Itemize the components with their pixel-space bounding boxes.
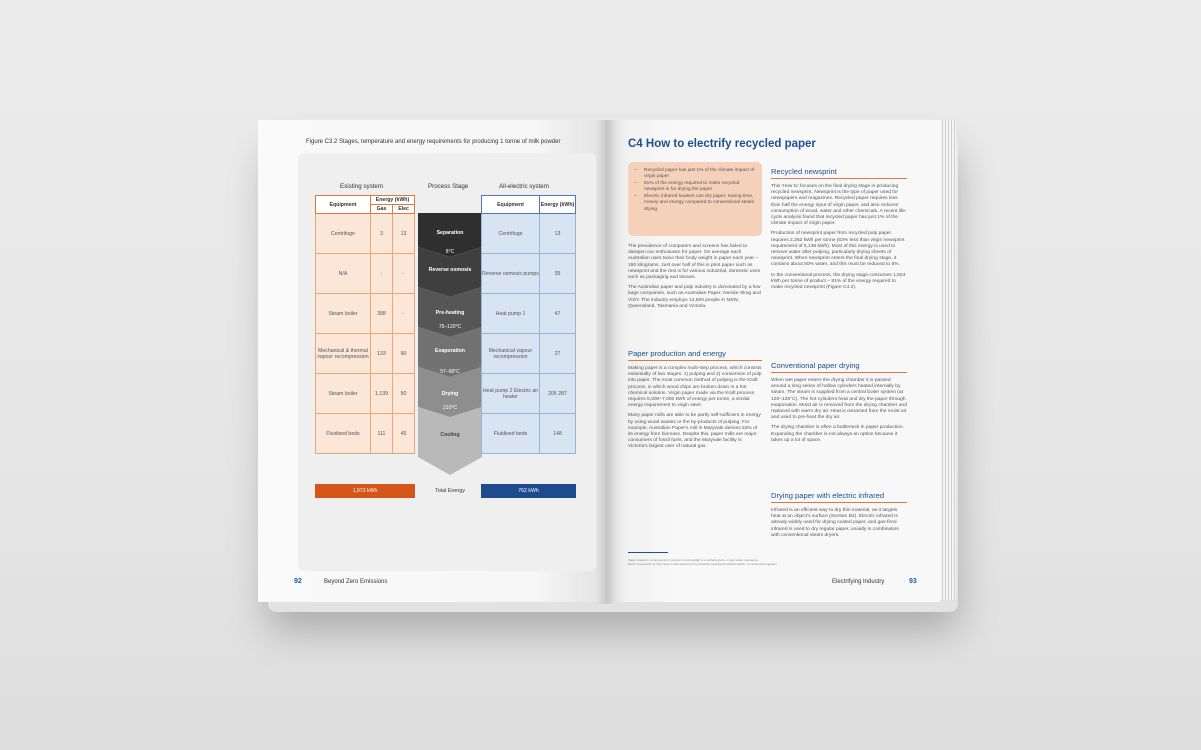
stage-drying-temp: 210°C <box>443 405 457 411</box>
energy-cell: 205 287 <box>540 374 576 414</box>
footnote: Much of research for this 'How to' was carried out by Koosheh Keshavarzmohammadian, a mechanical engineer. <box>628 562 778 566</box>
column-1-intro <box>628 244 762 314</box>
gas-cell: - <box>370 254 392 294</box>
footnotes <box>628 558 868 566</box>
table-row <box>316 334 415 374</box>
paragraph: The Australian paper and pulp industry is dominated by a few large companies, such as Australian Paper, Norske Skog and VISY. The industry employs 12,500 people in NSW, Queensland, Tasmania and Victoria. <box>628 285 761 309</box>
equipment-cell: Centrifuge <box>316 214 371 254</box>
energy-cell: 148 <box>540 414 576 454</box>
equipment-cell: Mechanical & thermal vapour recompression <box>316 334 371 374</box>
book-spine <box>596 120 616 604</box>
gas-cell: 133 <box>370 334 392 374</box>
table-row <box>316 414 415 454</box>
figure-title: Figure C3.2 Stages, temperature and energy requirements for producing 1 tonne of milk powder <box>306 139 561 145</box>
col-gas: Gas <box>370 205 392 214</box>
equipment-cell: Reverse osmosis pumps <box>482 254 540 294</box>
page-edges <box>940 120 956 600</box>
paragraph: Production of newsprint paper from recycled pulp paper requires 2,262 kWh per tonne (63% less than virgin newsprint requirement of 6,138 kWh). Most of this energy is used to remove water after pulping, particularly drying sheets of newsprint. When newsprint enters the final drying stage, it contains about 50% water, and this must be reduced to 6%. <box>771 231 905 268</box>
column-2-body-2 <box>771 378 907 448</box>
stage-chevron-6 <box>418 407 482 475</box>
gas-cell: 111 <box>370 414 392 454</box>
paragraph: The prevalence of computers and screens has failed to dampen our enthusiasm for paper. On average each Australian uses twice their body weight in paper each year – 150 kilograms. Just over half of this is print paper such as newsprint and the rest is for various industrial, domestic uses such as packaging and tissues. <box>628 244 761 281</box>
equipment-cell: Steam boiler <box>316 294 371 334</box>
equipment-cell: Heat pump 2 Electric air heater <box>482 374 540 414</box>
stage-evaporation: Evaporation <box>435 348 465 354</box>
elec-cell: 13 <box>393 214 415 254</box>
footnote-rule <box>628 552 668 553</box>
elec-cell: 50 <box>393 374 415 414</box>
column-1-body <box>628 366 762 455</box>
energy-cell: 13 <box>540 214 576 254</box>
table-row <box>316 214 415 254</box>
heading-electric-infrared: Drying paper with electric infrared <box>771 491 907 503</box>
footer-right: Electrifying Industry <box>832 579 885 585</box>
table-row <box>316 254 415 294</box>
equipment-cell: Steam boiler <box>316 374 371 414</box>
highlight-item: • Recycled paper has just 1% of the climate impact of virgin paper <box>644 168 756 180</box>
stage-reverse-osmosis: Reverse osmosis <box>428 267 472 273</box>
stage-evaporation-temp: 57–68°C <box>440 369 460 375</box>
stage-separation-temp: 8°C <box>445 249 455 255</box>
col-elec: Elec <box>393 205 415 214</box>
highlight-item: • Electric infrared heaters can dry paper, saving time, money and energy compared to conventional steam drying <box>644 194 756 212</box>
stage-pre-heating-temp: 75–120°C <box>438 324 462 330</box>
elec-cell: 90 <box>393 334 415 374</box>
paragraph: This 'How to' focuses on the final drying stage in producing recycled newsprint. Newsprint is the type of paper used for newspapers and magazines. Recycled paper requires less than half the energy input of virgin paper, and also reduces consumption of wood, water and other chemicals. A recent life-cycle analysis found that recycled paper has just 1% of the climate impact of virgin paper. <box>771 184 907 227</box>
heading-paper-production: Paper production and energy <box>628 349 762 361</box>
table-row <box>482 214 576 254</box>
stage-separation: Separation <box>436 230 464 236</box>
table-row <box>482 334 576 374</box>
gas-cell: 1,139 <box>370 374 392 414</box>
energy-cell: 27 <box>540 334 576 374</box>
equipment-cell: N/A <box>316 254 371 294</box>
column-2-body-1 <box>771 184 907 295</box>
equipment-cell: Fluidised beds <box>482 414 540 454</box>
total-electric: 762 kWh <box>481 484 576 498</box>
total-existing: 1,972 kWh <box>315 484 415 498</box>
col-energy: Energy (kWh) <box>540 196 576 214</box>
total-energy-label: Total Energy <box>435 488 465 494</box>
table-row <box>482 254 576 294</box>
energy-cell: 35 <box>540 254 576 294</box>
paragraph: Many paper mills are able to be partly self-sufficient in energy by using wood wastes or the by-products of pulping. For example, Australian Paper's mill in Maryvale derives 53% of its energy from biomass. Despite this, paper mills are major consumers of fossil fuels, and the Maryvale facility is Victoria's largest user of natural gas. <box>628 413 761 450</box>
equipment-cell: Heat pump 1 <box>482 294 540 334</box>
heading-conventional-drying: Conventional paper drying <box>771 361 907 373</box>
column-2-body-3 <box>771 508 907 543</box>
stage-pre-heating: Pre-heating <box>435 310 465 316</box>
table-row <box>482 294 576 334</box>
paragraph: Making paper is a complex multi-step process, which consists essentially of two stages: 1) pulping and 2) conversion of pulp into paper. The most common method of pulping is the Kraft process, in which wood chips are broken down in a hot chemical solution. Virgin paper made via the Kraft process requires 5,000–7,000 kWh of energy per tonne, a similar energy requirement to virgin steel. <box>628 366 762 409</box>
existing-system-table <box>315 195 415 454</box>
paragraph: The drying chamber is often a bottleneck in paper production. Expanding the chamber is not always an option because it takes up a lot of space. <box>771 425 904 443</box>
paragraph: In the conventional process, the drying stage consumes 1,824 kWh per tonne of product – 81% of the energy required to make recycled newsprint (Figure C4.2). <box>771 272 906 291</box>
page-number-left: 92 <box>294 578 302 585</box>
highlights-box <box>628 162 762 236</box>
table-row <box>482 374 576 414</box>
energy-cell: 47 <box>540 294 576 334</box>
gas-cell: 388 <box>370 294 392 334</box>
table-row <box>316 374 415 414</box>
existing-system-header: Existing system <box>340 183 383 190</box>
paragraph: Infrared is an efficient way to dry thin material, as it targets heat at an object's surface (Section B2). Electric infrared is already widely used for drying coated paper, and gas-fired infrared is used to dry regular paper, usually in combination with conventional steam dryers. <box>771 508 900 538</box>
all-electric-table <box>481 195 576 454</box>
elec-cell: 45 <box>393 414 415 454</box>
highlight-item: • 81% of the energy required to make recycled newsprint is for drying the paper <box>644 181 756 193</box>
gas-cell: 3 <box>370 214 392 254</box>
process-stage-header: Process Stage <box>428 183 469 190</box>
elec-cell: - <box>393 254 415 294</box>
table-row <box>482 414 576 454</box>
stage-drying: Drying <box>441 391 459 397</box>
equipment-cell: Mechanical vapour recompression <box>482 334 540 374</box>
heading-recycled-newsprint: Recycled newsprint <box>771 167 907 179</box>
equipment-cell: Fluidised beds <box>316 414 371 454</box>
chapter-title: C4 How to electrify recycled paper <box>628 138 816 150</box>
paragraph: When wet paper enters the drying chamber it is passed around a long series of hollow cylinders heated internally by steam. The steam is supplied from a central boiler system (at 120–125°C). The hot cylinders heat and dry the paper through evaporation. Moist air is removed from the drying chamber and replaced with warm dry air. Heat is extracted from the moist air and used to pre-heat the dry air. <box>771 378 907 421</box>
all-electric-header: All-electric system <box>499 183 549 190</box>
col-equipment: Equipment <box>316 196 371 214</box>
table-row <box>316 294 415 334</box>
page-number-right: 93 <box>909 578 917 585</box>
equipment-cell: Centrifuge <box>482 214 540 254</box>
col-equipment: Equipment <box>482 196 540 214</box>
col-energy: Energy (kWh) <box>370 196 414 205</box>
footer-left: Beyond Zero Emissions <box>324 579 388 585</box>
elec-cell: - <box>393 294 415 334</box>
footnote: Paper coated in a compound or polymer to add weight or a surface gloss, or give water resistance. <box>628 558 759 562</box>
stage-cooling: Cooling <box>440 432 460 438</box>
